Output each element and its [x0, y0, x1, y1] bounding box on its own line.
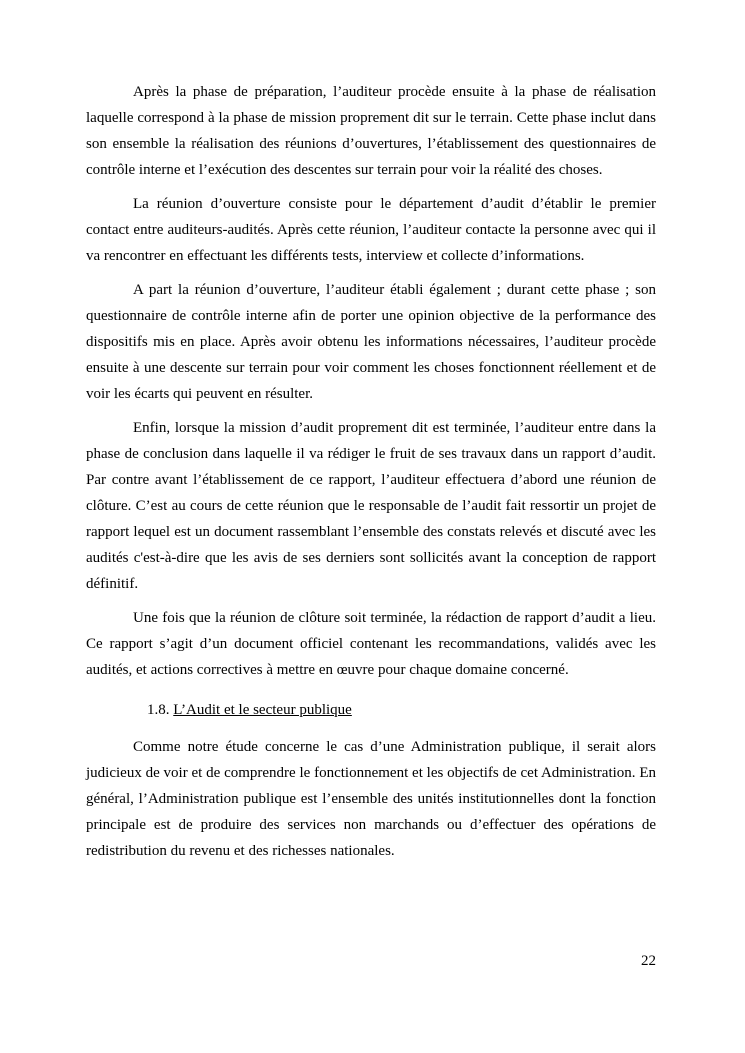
paragraph-redaction-rapport: Une fois que la réunion de clôture soit terminée, la rédaction de rapport d’audit a lieu. Ce rapport s’agit d’un document officiel contenant les recommandations, validés avec les audités, et actions correctives à mettre en œuvre pour chaque domaine concerné.: [86, 610, 656, 678]
paragraph-phase-conclusion: Enfin, lorsque la mission d’audit proprement dit est terminée, l’auditeur entre dans la phase de conclusion dans laquelle il va rédiger le fruit de ses travaux dans un rapport d’audit. Par contre avant l’établissement de ce rapport, l’auditeur effectuera d’abord une réunion de clôture. C’est au cours de cette réunion que le responsable de l’audit fait ressortir un projet de rapport lequel est un document rassemblant l’ensemble des constats relevés et discuté avec les audités c'est-à-dire que les avis de ses derniers sont sollicités avant la conception de rapport définitif.: [86, 420, 656, 592]
section-heading: [86, 697, 656, 723]
section-number: 1.8.: [147, 702, 170, 718]
page-content: [86, 79, 656, 872]
paragraph-phase-realisation: Après la phase de préparation, l’auditeur procède ensuite à la phase de réalisation laquelle correspond à la phase de mission proprement dit sur le terrain. Cette phase inclut dans son ensemble la réalisation des réunions d’ouvertures, l’établissement des questionnaires de contrôle interne et l’exécution des descentes sur terrain pour voir la réalité des choses.: [86, 84, 656, 178]
paragraph-administration-publique: Comme notre étude concerne le cas d’une Administration publique, il serait alors judicieux de voir et de comprendre le fonctionnement et les objectifs de cet Administration. En général, l’Administration publique est l’ensemble des unités institutionnelles dont la fonction principale est de produire des services non marchands ou d’effectuer des opérations de redistribution du revenu et des richesses nationales.: [86, 739, 656, 859]
section-title: L’Audit et le secteur publique: [173, 702, 352, 718]
paragraph-questionnaire-controle: A part la réunion d’ouverture, l’auditeur établi également ; durant cette phase ; son questionnaire de contrôle interne afin de porter une opinion objective de la performance des dispositifs mis en place. Après avoir obtenu les informations nécessaires, l’auditeur procède ensuite à une descente sur terrain pour voir comment les choses fonctionnent réellement et de voir les écarts qui peuvent en résulter.: [86, 282, 656, 402]
paragraph-reunion-ouverture: La réunion d’ouverture consiste pour le département d’audit d’établir le premier contact entre auditeurs-audités. Après cette réunion, l’auditeur contacte la personne avec qui il va rencontrer en effectuant les différents tests, interview et collecte d’informations.: [86, 196, 656, 264]
page-number: 22: [641, 953, 656, 969]
